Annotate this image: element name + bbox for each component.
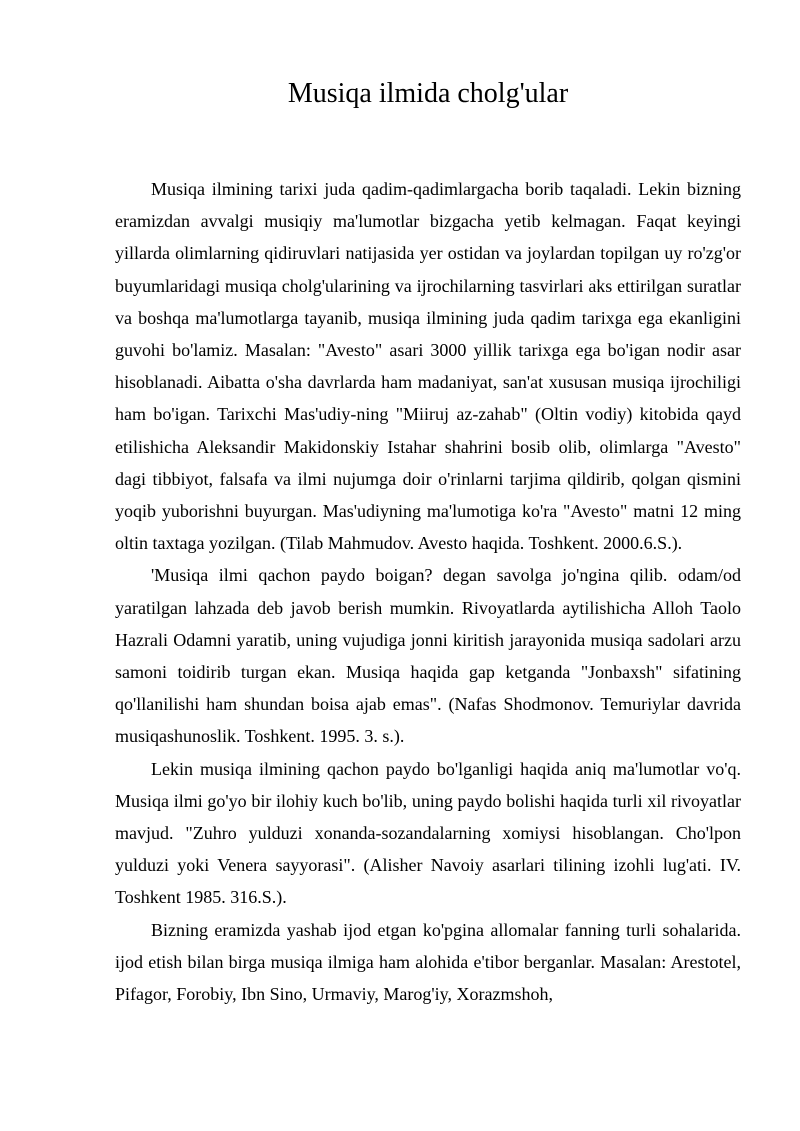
paragraph-4: Bizning eramizda yashab ijod etgan ko'pgina allomalar fanning turli sohalarida. ijod etish bilan birga musiqa ilmiga ham alohida e'tibor berganlar. Masalan: Arestotel, Pifagor, Forobiy, Ibn Sino, Urmaviy, Marog'iy, Xorazmshoh, <box>115 919 741 1005</box>
document-body <box>115 173 741 1010</box>
document-title: Musiqa ilmida cholg'ular <box>287 78 569 109</box>
paragraph-3: Lekin musiqa ilmining qachon paydo bo'lganligi haqida aniq ma'lumotlar vo'q. Musiqa ilmi go'yo bir ilohiy kuch bo'lib, uning paydo bolishi haqida turli xil rivoyatlar mavjud. "Zuhro yulduzi xonanda-sozandalarning xomiysi hisoblangan. Cho'lpon yulduzi yoki Venera sayyorasi". (Alisher Navoiy asarlari tilining izohli lug'ati. IV. Toshkent 1985. 316.S.). <box>115 758 741 908</box>
paragraph-2: 'Musiqa ilmi qachon paydo boigan? degan savolga jo'ngina qilib. odam/od yaratilgan lahzada deb javob berish mumkin. Rivoyatlarda aytilishicha Alloh Taolo Hazrali Odamni yaratib, uning vujudiga jonni kiritish jarayonida musiqa sadolari arzu samoni toidirib turgan ekan. Musiqa haqida gap ketganda "Jonbaxsh" sifatining qo'llanilishi ham shundan boisa ajab emas". (Nafas Shodmonov. Temuriylar davrida musiqashunoslik. Toshkent. 1995. 3. s.). <box>115 565 741 747</box>
paragraph-1: Musiqa ilmining tarixi juda qadim-qadimlargacha borib taqaladi. Lekin bizning eramizdan avvalgi musiqiy ma'lumotlar bizgacha yetib kelmagan. Faqat keyingi yillarda olimlarning qidiruvlari natijasida yer ostidan va joylardan topilgan uy ro'zg'or buyumlaridagi musiqa cholg'ularining va ijrochilarning tasvirlari aks ettirilgan suratlar va boshqa ma'lumotlarga tayanib, musiqa ilmining juda qadim tarixga ega ekanligini guvohi bo'lamiz. Masalan: "Avesto" asari 3000 yillik tarixga ega bo'igan nodir asar hisoblanadi. Aibatta o'sha davrlarda ham madaniyat, san'at xususan musiqa ijrochiligi ham bo'igan. Tarixchi Mas'udiy-ning "Miiruj az-zahab" (Oltin vodiy) kitobida qayd etilishicha Aleksandir Makidonskiy Istahar shahrini bosib olib, olimlarga "Avesto" dagi tibbiyot, falsafa va ilmi nujumga doir o'rinlarni tarjima qildirib, qolgan qismini yoqib yuborishni buyurgan. Mas'udiyning ma'lumotiga ko'ra "Avesto" matni 12 ming oltin taxtaga yozilgan. (Tilab Mahmudov. Avesto haqida. Toshkent. 2000.6.S.). <box>115 179 741 554</box>
